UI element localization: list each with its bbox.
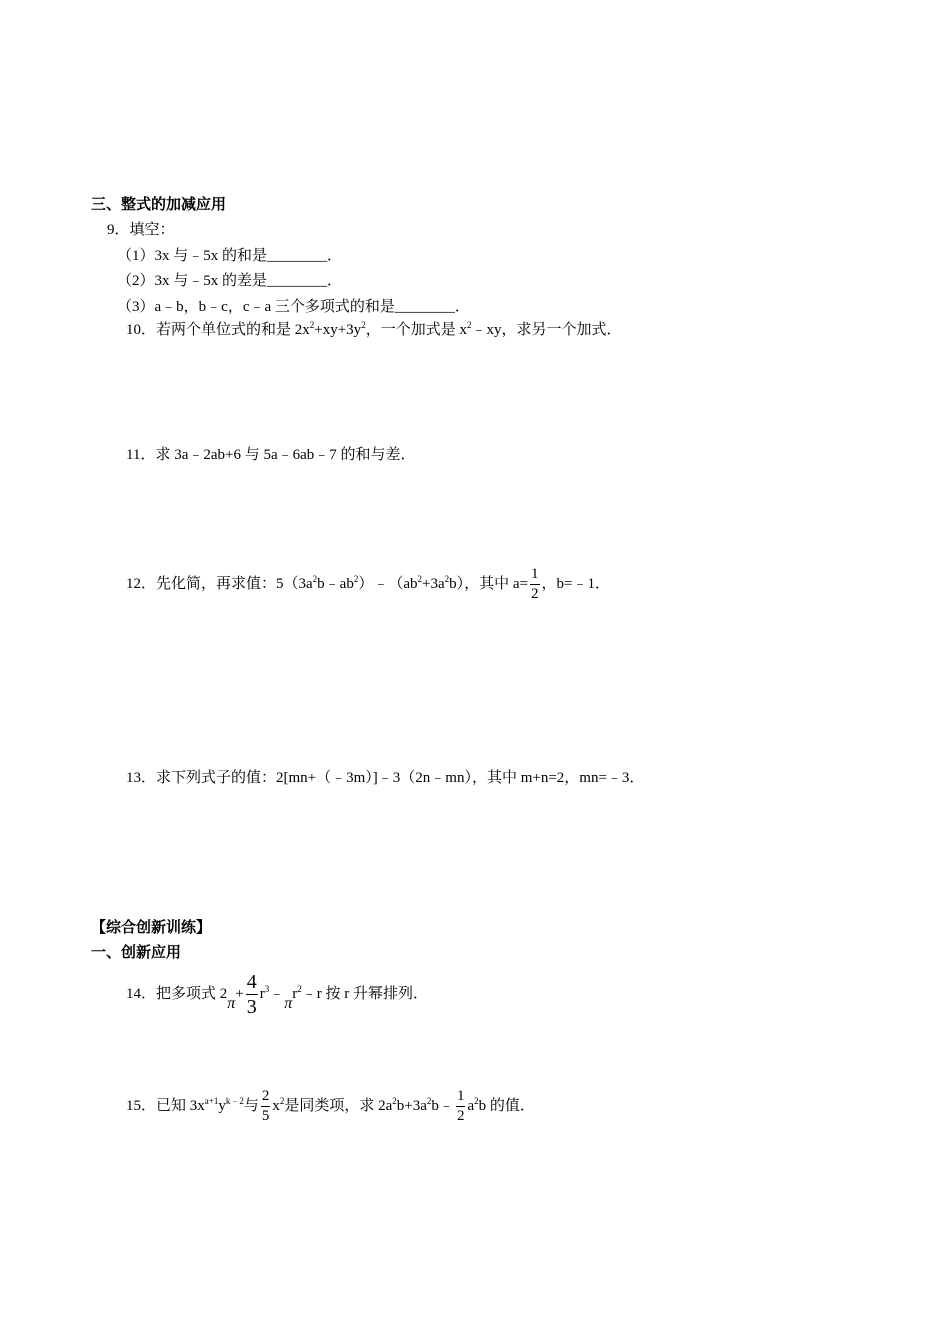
section-3-heading: 三、整式的加减应用 xyxy=(91,195,227,213)
question-14: 14．把多项式 2π+ $\frac{4}{3}$ $r^3﹣\pi r^2﹣r$ 按 r 升幂排列． xyxy=(126,971,429,1018)
pi-symbol: π xyxy=(284,994,293,1012)
fraction-one-half: $\frac{1}{2}$ xyxy=(456,1088,465,1124)
question-9-part-3: （3）a﹣b，b﹣c，c﹣a 三个多项式的和是________． xyxy=(117,299,470,315)
pi-symbol: π xyxy=(227,994,236,1012)
question-9-part-1: （1）3x 与﹣5x 的和是________． xyxy=(117,248,343,264)
question-10: 10．若两个单位式的和是 $2x^2+xy+3y^2$，一个加式是 $x^2﹣xy$，求另一个加式． xyxy=(126,320,622,338)
question-9-part-2: （2）3x 与﹣5x 的差是________． xyxy=(117,273,343,289)
question-15: 15．已知 $3x^{a+1}y^{k﹣2}$与 $\frac{2}{5}$ $x^2$是同类项，求 $2a^2b+3a^2b﹣$ $\frac{1}{2}$ $a^2b$ 的值． xyxy=(126,1088,535,1124)
innovation-application-heading: 一、创新应用 xyxy=(91,943,182,961)
comprehensive-training-heading: 【综合创新训练】 xyxy=(91,918,212,936)
question-11: 11．求 3a﹣2ab+6 与 5a﹣6ab﹣7 的和与差． xyxy=(126,447,416,463)
fraction-one-half: $\frac{1}{2}$ xyxy=(531,566,539,602)
fraction-two-fifths: $\frac{2}{5}$ xyxy=(261,1088,270,1124)
question-12: 12．先化简，再求值：$5(3a^2b﹣ab^2)﹣(ab^2+3a^2b)$，其中 a= $\frac{1}{2}$ ，b=﹣1． xyxy=(126,566,610,602)
question-9-stem: 9．填空： xyxy=(107,222,175,238)
fraction-four-thirds: $\frac{4}{3}$ xyxy=(246,971,257,1018)
question-13: 13．求下列式子的值：2[mn+（﹣3m）]﹣3（2n﹣mn），其中 m+n=2，mn=﹣3． xyxy=(126,770,645,786)
